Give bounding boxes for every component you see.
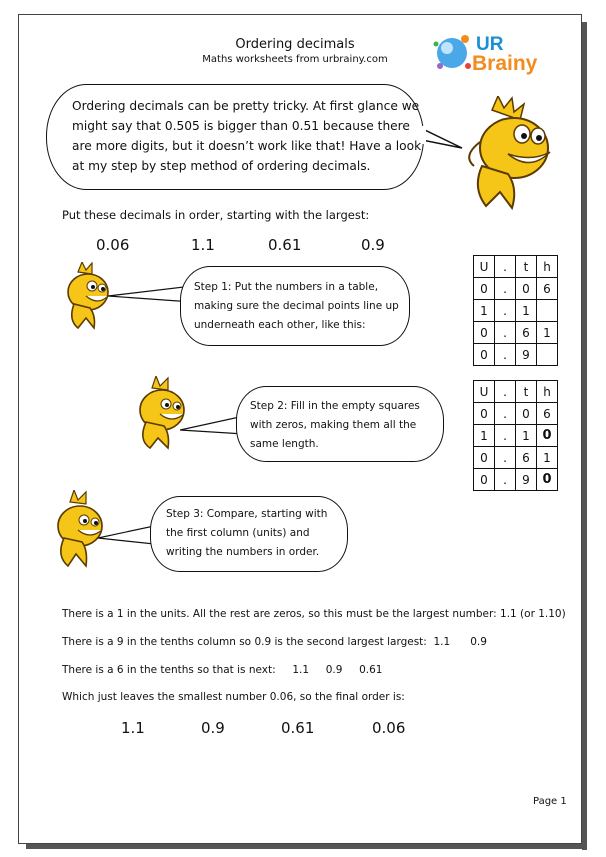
table-cell: 0 [474, 403, 495, 425]
table-cell: 1 [474, 300, 495, 322]
final-order-number: 1.1 [121, 719, 145, 737]
explanation-line: There is a 9 in the tenths column so 0.9 is the second largest largest: 1.1 0.9 [62, 636, 487, 648]
table-cell: 9 [516, 469, 537, 491]
table-cell: 0 [474, 469, 495, 491]
step1-text: Step 1: Put the numbers in a table, making sure the decimal points line up underneath each other, like this: [194, 281, 399, 331]
table-header: U [474, 256, 495, 278]
table-cell-filled-zero: 0 [537, 425, 558, 447]
table-cell: 0 [474, 278, 495, 300]
table-header: h [537, 381, 558, 403]
table-header: t [516, 381, 537, 403]
table-cell: . [495, 425, 516, 447]
table-cell: 0 [474, 344, 495, 366]
page-shadow [26, 844, 587, 849]
table-cell: 6 [537, 403, 558, 425]
table-header: . [495, 381, 516, 403]
page-number: Page 1 [533, 796, 567, 807]
final-order-number: 0.61 [281, 719, 315, 737]
table-cell: 6 [516, 322, 537, 344]
table-cell [537, 300, 558, 322]
table-cell [537, 344, 558, 366]
fish-mascot-icon [452, 96, 560, 212]
decimal-number: 0.06 [96, 236, 130, 254]
logo-text-brainy: Brainy [472, 52, 538, 75]
final-order-number: 0.06 [372, 719, 406, 737]
step3-text: Step 3: Compare, starting with the first column (units) and writing the numbers in order. [166, 508, 328, 558]
table-cell: 9 [516, 344, 537, 366]
table-cell: 1 [537, 447, 558, 469]
table-cell: . [495, 344, 516, 366]
table-header: . [495, 256, 516, 278]
page-subtitle: Maths worksheets from urbrainy.com [202, 54, 388, 65]
table-header: h [537, 256, 558, 278]
step2-text: Step 2: Fill in the empty squares with zeros, making them all the same length. [250, 400, 420, 450]
logo-text-ur: UR [476, 34, 504, 55]
table-cell: . [495, 278, 516, 300]
table-cell: 1 [474, 425, 495, 447]
place-value-table-1 [473, 255, 558, 366]
table-header: U [474, 381, 495, 403]
table-cell: 1 [516, 425, 537, 447]
table-cell-filled-zero: 0 [537, 469, 558, 491]
page-shadow [582, 22, 587, 850]
decimal-number: 0.61 [268, 236, 302, 254]
table-cell: 0 [516, 403, 537, 425]
table-cell: . [495, 300, 516, 322]
table-cell: 1 [516, 300, 537, 322]
explanation-line: There is a 6 in the tenths so that is next: 1.1 0.9 0.61 [62, 664, 383, 676]
intro-text: Ordering decimals can be pretty tricky. At first glance we might say that 0.505 is bigger than 0.51 because there are more digits, but it doesn’t work like that! Have a look at my step by step method of ordering decimals. [72, 99, 422, 173]
decimal-number: 0.9 [361, 236, 385, 254]
table-cell: 6 [537, 278, 558, 300]
table-cell: . [495, 322, 516, 344]
table-cell: . [495, 469, 516, 491]
place-value-table-2 [473, 380, 558, 491]
page-title: Ordering decimals [235, 37, 355, 52]
table-header: t [516, 256, 537, 278]
explanation-line: Which just leaves the smallest number 0.06, so the final order is: [62, 691, 405, 703]
table-cell: . [495, 403, 516, 425]
table-cell: 0 [474, 322, 495, 344]
table-cell: 1 [537, 322, 558, 344]
table-cell: . [495, 447, 516, 469]
explanation-line: There is a 1 in the units. All the rest are zeros, so this must be the largest number: 1.1 (or 1.10) [62, 608, 566, 620]
decimal-number: 1.1 [191, 236, 215, 254]
urbrainy-logo [432, 26, 550, 76]
final-order-number: 0.9 [201, 719, 225, 737]
table-cell: 0 [474, 447, 495, 469]
table-cell: 0 [516, 278, 537, 300]
instruction-text: Put these decimals in order, starting with the largest: [62, 208, 370, 222]
table-cell: 6 [516, 447, 537, 469]
speech-bubble-tail [98, 522, 158, 552]
